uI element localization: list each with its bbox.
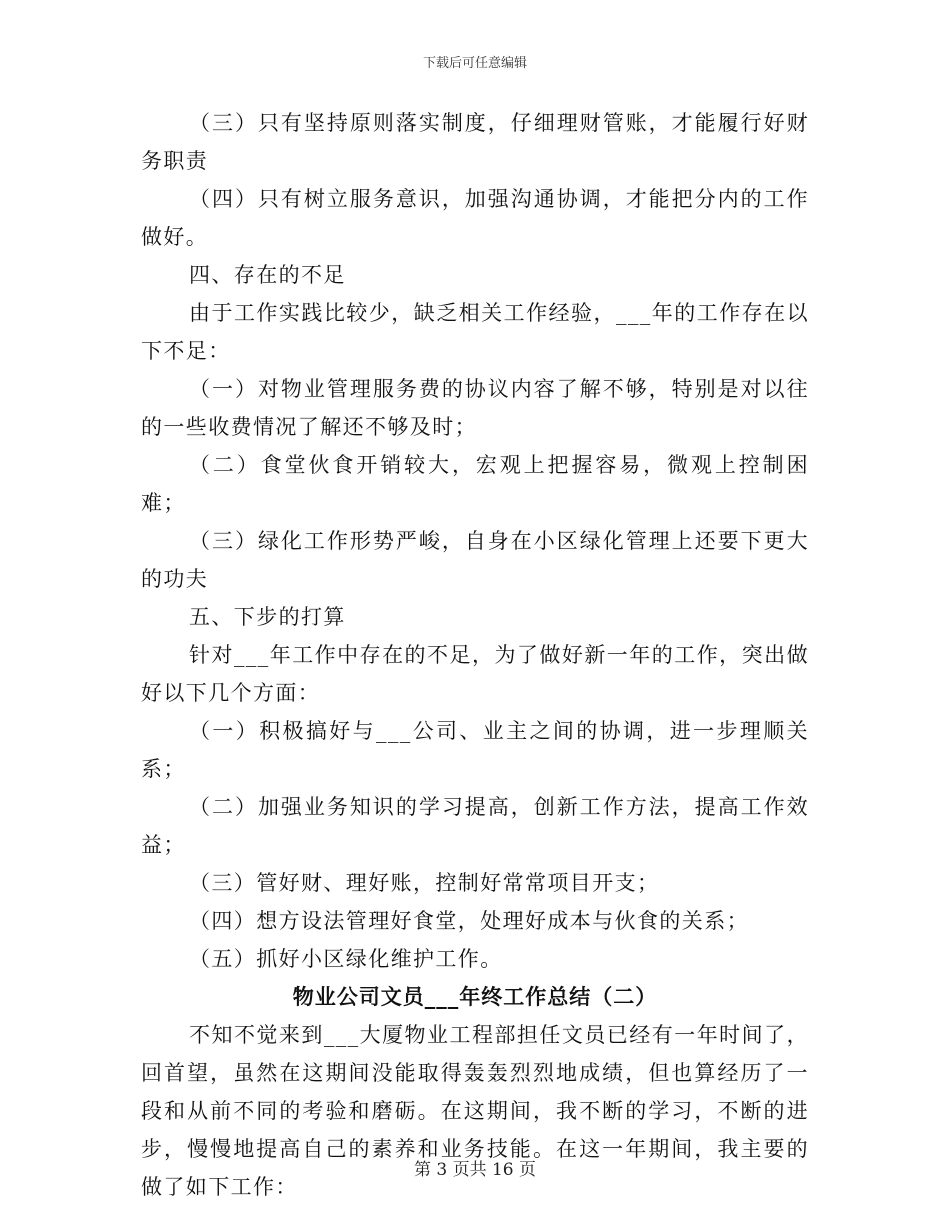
section-heading: 五、下步的打算 [189, 605, 346, 629]
document-title: 物业公司文员___年终工作总结（二） [292, 984, 658, 1009]
paragraph: （五）抓好小区绿化维护工作。 [189, 947, 503, 971]
paragraph: （三）只有坚持原则落实制度，仔细理财管账，才能履行好财务职责 [141, 111, 809, 173]
paragraph: （三）绿化工作形势严峻，自身在小区绿化管理上还要下更大的功夫 [141, 529, 809, 591]
paragraph: （四）想方设法管理好食堂，处理好成本与伙食的关系； [189, 909, 749, 933]
page-number: 第 3 页共 16 页 [413, 1160, 537, 1180]
section-heading: 四、存在的不足 [189, 263, 346, 287]
paragraph: （四）只有树立服务意识，加强沟通协调，才能把分内的工作做好。 [141, 187, 809, 249]
paragraph: 针对___年工作中存在的不足，为了做好新一年的工作，突出做好以下几个方面： [141, 643, 809, 705]
document-body [141, 104, 809, 1206]
paragraph: 不知不觉来到___大厦物业工程部担任文员已经有一年时间了，回首望，虽然在这期间没能取得轰轰烈烈地成绩，但也算经历了一段和从前不同的考验和磨砺。在这期间，我不断的学习，不断的进步，慢慢地提高自己的素养和业务技能。在这一年期间，我主要的做了如下工作： [141, 1023, 809, 1199]
paragraph: （一）积极搞好与___公司、业主之间的协调，进一步理顺关系； [141, 719, 809, 781]
paragraph: （二）食堂伙食开销较大，宏观上把握容易，微观上控制困难； [141, 453, 809, 515]
paragraph: （一）对物业管理服务费的协议内容了解不够，特别是对以往的一些收费情况了解还不够及时； [141, 377, 809, 439]
paragraph: 由于工作实践比较少，缺乏相关工作经验，___年的工作存在以下不足： [141, 301, 809, 363]
paragraph: （二）加强业务知识的学习提高，创新工作方法，提高工作效益； [141, 795, 809, 857]
page-header: 下载后可任意编辑 [422, 56, 527, 71]
paragraph: （三）管好财、理好账，控制好常常项目开支； [189, 871, 660, 895]
